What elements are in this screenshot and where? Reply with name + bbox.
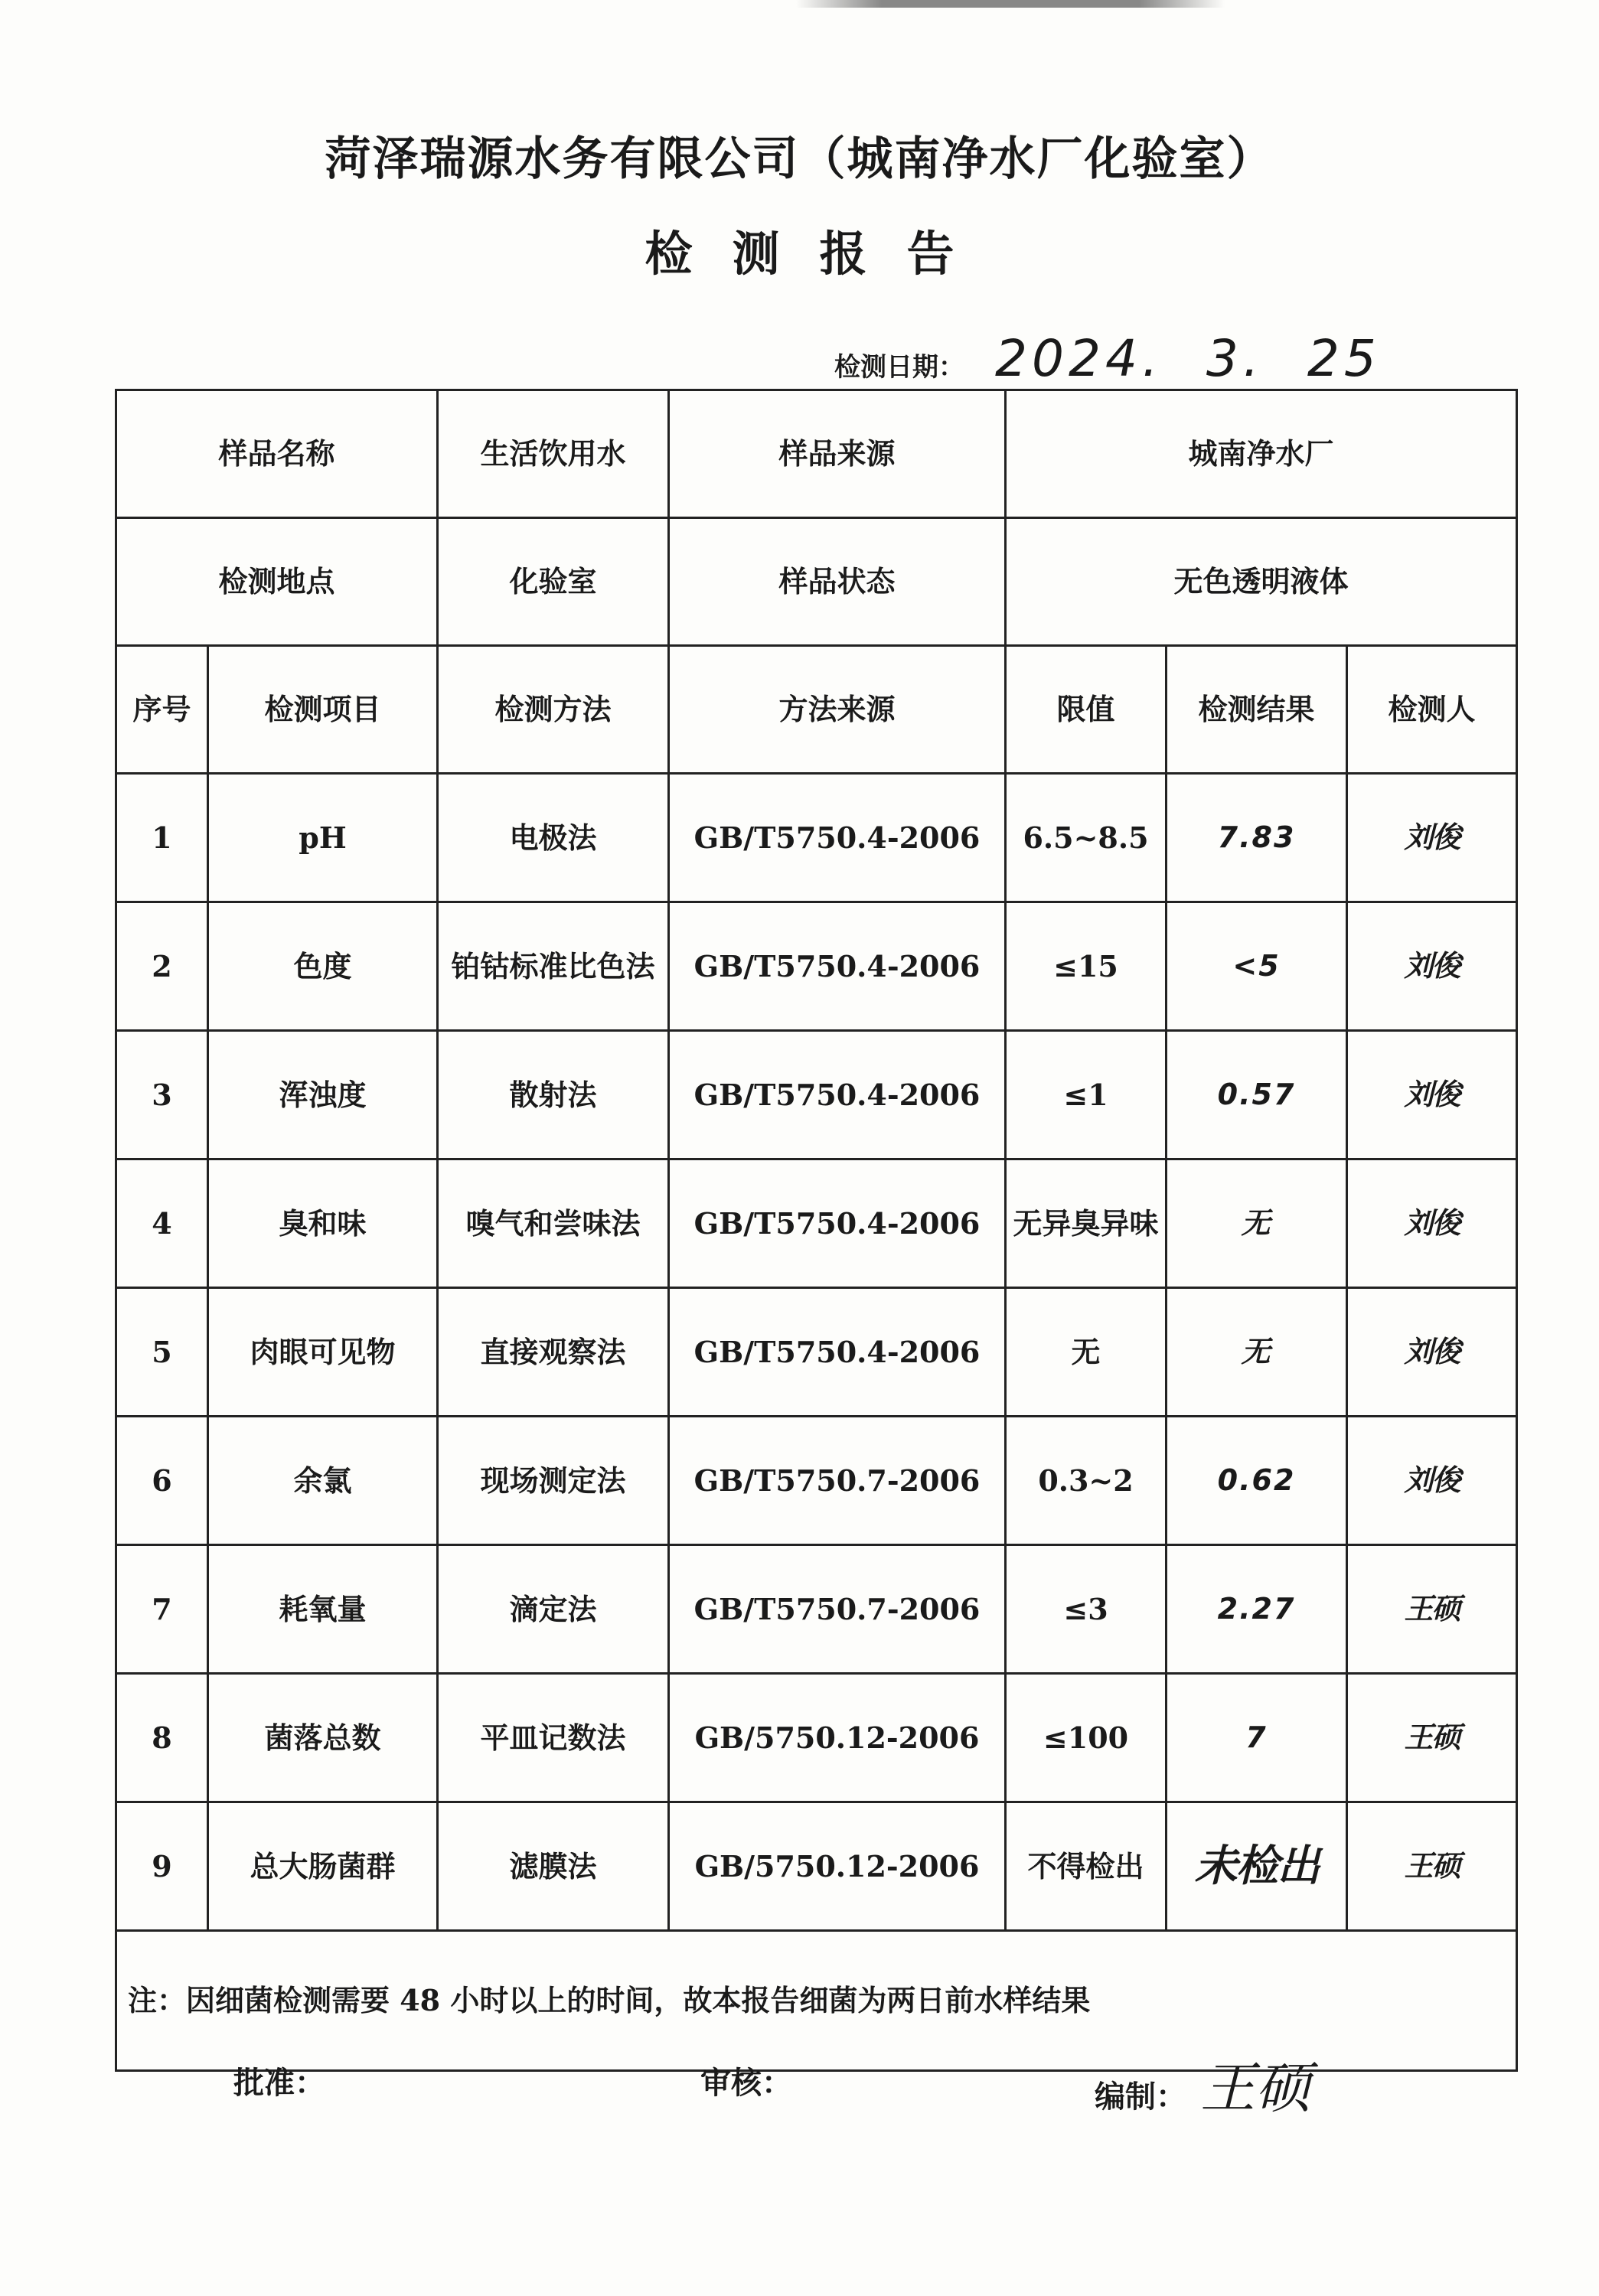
row-result: 7.83	[1167, 774, 1347, 902]
column-header-row	[116, 646, 1517, 774]
table-row	[116, 1288, 1517, 1417]
row-item: 浑浊度	[208, 1031, 438, 1159]
sample-state-value: 无色透明液体	[1006, 518, 1517, 646]
row-no: 2	[116, 902, 208, 1031]
row-method: 铂钴标准比色法	[438, 902, 669, 1031]
sample-name-label: 样品名称	[116, 390, 438, 518]
location-value: 化验室	[438, 518, 669, 646]
col-item: 检测项目	[208, 646, 438, 774]
compile-signature: 王硕	[1200, 2056, 1311, 2120]
test-date	[834, 329, 1381, 388]
row-limit: 无	[1006, 1288, 1167, 1417]
compile-field	[1095, 2043, 1310, 2123]
table-row	[116, 902, 1517, 1031]
table-row	[116, 1802, 1517, 1931]
scan-smudge	[796, 0, 1225, 8]
sample-source-label: 样品来源	[669, 390, 1006, 518]
row-source: GB/T5750.4-2006	[669, 1031, 1006, 1159]
row-tester: 刘俊	[1347, 1288, 1517, 1417]
row-result: 2.27	[1167, 1545, 1347, 1674]
row-source: GB/T5750.4-2006	[669, 1159, 1006, 1288]
row-tester: 刘俊	[1347, 902, 1517, 1031]
test-date-label: 检测日期：	[834, 352, 964, 383]
signature-row	[0, 2056, 1599, 2120]
table-row	[116, 774, 1517, 902]
report-title: 检测报告	[644, 226, 994, 282]
row-tester: 刘俊	[1347, 1159, 1517, 1288]
row-method: 平皿记数法	[438, 1674, 669, 1802]
row-result: <5	[1167, 902, 1347, 1031]
row-source: GB/T5750.4-2006	[669, 1288, 1006, 1417]
row-no: 9	[116, 1802, 208, 1931]
row-limit: ≤15	[1006, 902, 1167, 1031]
row-source: GB/T5750.7-2006	[669, 1545, 1006, 1674]
info-row-sample	[116, 390, 1517, 518]
col-tester: 检测人	[1347, 646, 1517, 774]
row-item: 余氯	[208, 1417, 438, 1545]
row-source: GB/5750.12-2006	[669, 1674, 1006, 1802]
col-result: 检测结果	[1167, 646, 1347, 774]
row-result: 未检出	[1167, 1802, 1347, 1931]
sample-source-value: 城南净水厂	[1006, 390, 1517, 518]
row-result: 7	[1167, 1674, 1347, 1802]
row-source: GB/T5750.7-2006	[669, 1417, 1006, 1545]
row-tester: 王硕	[1347, 1802, 1517, 1931]
table-row	[116, 1159, 1517, 1288]
row-no: 5	[116, 1288, 208, 1417]
row-method: 现场测定法	[438, 1417, 669, 1545]
row-result: 0.62	[1167, 1417, 1347, 1545]
row-result: 0.57	[1167, 1031, 1347, 1159]
row-limit: ≤1	[1006, 1031, 1167, 1159]
row-source: GB/T5750.4-2006	[669, 902, 1006, 1031]
col-no: 序号	[116, 646, 208, 774]
row-limit: 不得检出	[1006, 1802, 1167, 1931]
sample-name-value: 生活饮用水	[438, 390, 669, 518]
compile-label: 编制：	[1095, 2079, 1186, 2115]
row-result: 无	[1167, 1159, 1347, 1288]
row-no: 7	[116, 1545, 208, 1674]
row-item: 肉眼可见物	[208, 1288, 438, 1417]
row-result: 无	[1167, 1288, 1347, 1417]
row-method: 散射法	[438, 1031, 669, 1159]
row-limit: ≤3	[1006, 1545, 1167, 1674]
row-item: pH	[208, 774, 438, 902]
row-no: 1	[116, 774, 208, 902]
col-source: 方法来源	[669, 646, 1006, 774]
test-date-value: 2024. 3. 25	[995, 329, 1381, 388]
row-no: 8	[116, 1674, 208, 1802]
row-item: 臭和味	[208, 1159, 438, 1288]
table-row	[116, 1417, 1517, 1545]
row-item: 总大肠菌群	[208, 1802, 438, 1931]
row-source: GB/T5750.4-2006	[669, 774, 1006, 902]
row-source: GB/5750.12-2006	[669, 1802, 1006, 1931]
row-no: 6	[116, 1417, 208, 1545]
row-no: 4	[116, 1159, 208, 1288]
row-tester: 刘俊	[1347, 774, 1517, 902]
note-text: 注：因细菌检测需要 48 小时以上的时间，故本报告细菌为两日前水样结果	[116, 1931, 1517, 2071]
review-field	[700, 2059, 792, 2102]
info-row-location	[116, 518, 1517, 646]
row-tester: 刘俊	[1347, 1031, 1517, 1159]
table-row	[116, 1674, 1517, 1802]
table-row	[116, 1031, 1517, 1159]
col-limit: 限值	[1006, 646, 1167, 774]
row-no: 3	[116, 1031, 208, 1159]
row-method: 滤膜法	[438, 1802, 669, 1931]
review-label: 审核：	[700, 2065, 792, 2101]
row-method: 嗅气和尝味法	[438, 1159, 669, 1288]
row-limit: ≤100	[1006, 1674, 1167, 1802]
row-item: 耗氧量	[208, 1545, 438, 1674]
approve-field	[233, 2059, 325, 2102]
row-tester: 刘俊	[1347, 1417, 1517, 1545]
row-limit: 6.5~8.5	[1006, 774, 1167, 902]
location-label: 检测地点	[116, 518, 438, 646]
table-row	[116, 1545, 1517, 1674]
row-tester: 王硕	[1347, 1545, 1517, 1674]
row-limit: 无异臭异味	[1006, 1159, 1167, 1288]
row-item: 菌落总数	[208, 1674, 438, 1802]
row-method: 电极法	[438, 774, 669, 902]
sample-state-label: 样品状态	[669, 518, 1006, 646]
row-tester: 王硕	[1347, 1674, 1517, 1802]
col-method: 检测方法	[438, 646, 669, 774]
row-method: 滴定法	[438, 1545, 669, 1674]
row-limit: 0.3~2	[1006, 1417, 1167, 1545]
company-name: 菏泽瑞源水务有限公司（城南净水厂化验室）	[325, 132, 1274, 186]
report-table	[115, 389, 1518, 2072]
row-item: 色度	[208, 902, 438, 1031]
row-method: 直接观察法	[438, 1288, 669, 1417]
approve-label: 批准：	[233, 2065, 325, 2101]
